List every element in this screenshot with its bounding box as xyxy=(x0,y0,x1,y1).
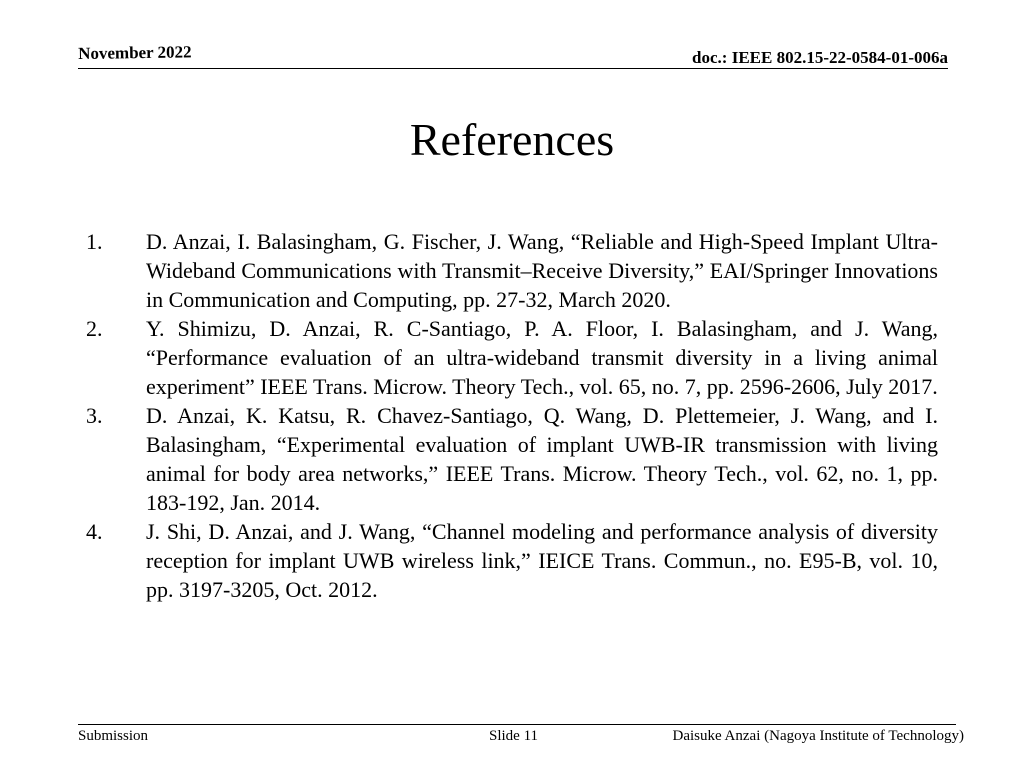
reference-number: 4. xyxy=(86,519,103,544)
footer-slide-number: Slide 11 xyxy=(489,728,539,744)
reference-text: J. Shi, D. Anzai, and J. Wang, “Channel modeling and performance analysis of diversity reception for implant UWB wireless link,” IEICE Trans. Commun., no. E95-B, vol. 10, pp. 3197-3205, Oct. 2012. xyxy=(146,519,938,602)
reference-list xyxy=(86,227,938,604)
reference-number: 1. xyxy=(86,229,103,254)
header-doc-id: doc.: IEEE 802.15-22-0584-01-006a xyxy=(692,48,948,67)
reference-text: Y. Shimizu, D. Anzai, R. C-Santiago, P. A. Floor, I. Balasingham, and J. Wang, “Performance evaluation of an ultra-wideband transmit diversity in a living animal experiment” IEEE Trans. Microw. Theory Tech., vol. 65, no. 7, pp. 2596-2606, July 2017. xyxy=(146,316,938,399)
footer-submission: Submission xyxy=(78,728,149,744)
footer-divider xyxy=(78,724,956,725)
reference-item xyxy=(86,517,938,604)
reference-item xyxy=(86,401,938,517)
reference-text: D. Anzai, I. Balasingham, G. Fischer, J. Wang, “Reliable and High-Speed Implant Ultra-Wideband Communications with Transmit–Receive Diversity,” EAI/Springer Innovations in Communication and Computing, pp. 27-32, March 2020. xyxy=(146,229,938,312)
header-date: November 2022 xyxy=(78,42,192,63)
reference-item xyxy=(86,314,938,401)
reference-text: D. Anzai, K. Katsu, R. Chavez-Santiago, Q. Wang, D. Plettemeier, J. Wang, and I. Balasingham, “Experimental evaluation of implant UWB-IR transmission with living animal for body area networks,” IEEE Trans. Microw. Theory Tech., vol. 62, no. 1, pp. 183-192, Jan. 2014. xyxy=(146,403,938,515)
reference-number: 2. xyxy=(86,316,103,341)
footer-author: Daisuke Anzai (Nagoya Institute of Technology) xyxy=(672,728,964,744)
reference-item xyxy=(86,227,938,314)
reference-number: 3. xyxy=(86,403,103,428)
header-divider xyxy=(78,68,948,69)
slide-title: References xyxy=(409,114,615,165)
